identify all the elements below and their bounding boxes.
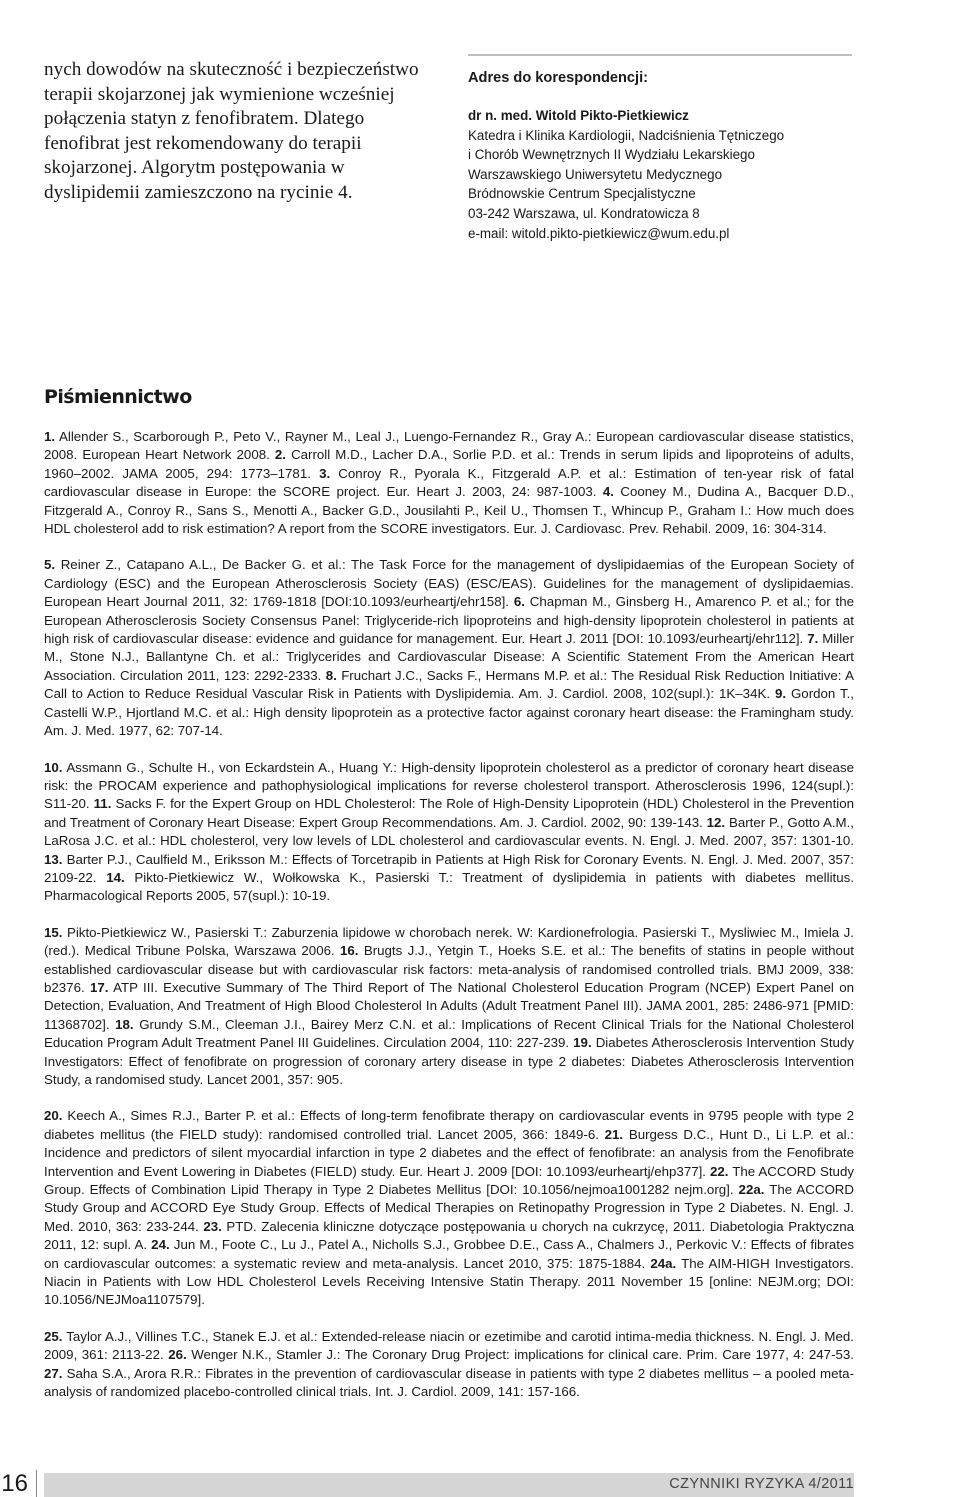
reference-text: Saha S.A., Arora R.R.: Fibrates in the prevention of cardiovascular disease in patients with type 2 diabetes mellitus – a pooled meta-analysis of randomized placebo-controlled clinical trials. Int. J. Cardiol. 2009, 141: 157-166.: [44, 1365, 854, 1400]
reference-text: Pikto-Pietkiewicz W., Wołkowska K., Pasierski T.: Treatment of dyslipidemia in patients with diabetes mellitus. Pharmacological Reports 2005, 57(supl.): 10-19.: [44, 869, 854, 904]
reference-number: 22a.: [738, 1182, 765, 1198]
reference-text: Burgess D.C., Hunt D., Li L.P. et al.: Incidence and predictors of silent myocardial infarction in type 2 diabetes and the effect of fenofibrate: an analysis from the Fenofibrate Intervention and Event Lowering in Diabetes (FIELD) study. Eur. Heart J. 2009 [DOI: 10.1093/eurheartj/ehp377].: [44, 1126, 854, 1179]
reference-text: Pikto-Pietkiewicz W., Pasierski T.: Zaburzenia lipidowe w chorobach nerek. W: Kardionefrologia. Pasierski T., Mysliwiec M., Imiela J. (red.). Medical Tribune Polska, Warszawa 2006.: [44, 924, 854, 959]
reference-text: The ACCORD Study Group and ACCORD Eye Study Group. Effects of Medical Therapies on Retinopathy Progression in Type 2 Diabetes. N. Engl. J. Med. 2010, 363: 233-244.: [44, 1182, 854, 1234]
reference-entry: [44, 870, 854, 903]
reference-number: 3.: [319, 465, 331, 481]
reference-entry: [168, 1347, 854, 1362]
reference-text: Chapman M., Ginsberg H., Amarenco P. et al.; for the European Atherosclerosis Society Consensus Panel: Triglyceride-rich lipoproteins and high-density lipoprotein cholesterol in patients at high risk of cardiovascular disease: evidence and guidance for management. Eur. Heart J. 2011 [DOI: 10.1093/eurheartj/ehr112].: [44, 594, 855, 647]
reference-text: Jun M., Foote C., Lu J., Patel A., Nicholls S.J., Grobbee D.E., Cass A., Chalmers J., Perkovic V.: Effects of fibrates on cardiovascular outcomes: a systematic review and meta-analysis. Lancet 2010, 375: 1875-1884.: [44, 1237, 854, 1271]
reference-paragraph: [44, 428, 854, 538]
reference-number: 22.: [709, 1163, 729, 1179]
reference-number: 19.: [573, 1035, 592, 1051]
reference-entry: [44, 1366, 854, 1399]
reference-text: PTD. Zalecenia kliniczne dotyczące postępowania u chorych na cukrzycę, 2011. Diabetologia Praktyczna 2011, 12: supl. A.: [44, 1218, 855, 1253]
address-line: Warszawskiego Uniwersytetu Medycznego: [468, 166, 723, 182]
reference-text: Fruchart J.C., Sacks F., Hermans M.P. et al.: The Residual Risk Reduction Initiative: A Call to Action to Reduce Residual Vascular Risk in Patients with Dyslipidemia. Am. J. Cardiol. 2008, 102(supl.): 1K–34K.: [44, 667, 854, 702]
reference-paragraph: [44, 1107, 854, 1309]
reference-text: ATP III. Executive Summary of The Third Report of The National Cholesterol Education Program (NCEP) Expert Panel on Detection, Evaluation, And Treatment of High Blood Cholesterol In Adults (Adult Treatment Panel III). JAMA 2001, 285: 2486-971 [PMID: 11368702].: [44, 979, 854, 1032]
correspondence-address: [468, 106, 852, 243]
reference-text: Gordon T., Castelli W.P., Hjortland M.C. et al.: High density lipoprotein as a protective factor against coronary heart disease: the Framingham study. Am. J. Med. 1977, 62: 707-14.: [44, 686, 854, 739]
reference-text: Conroy R., Pyorala K., Fitzgerald A.P. et al.: Estimation of ten-year risk of fatal cardiovascular disease in Europe: the SCORE project. Eur. Heart J. 2003, 24: 987-1003.: [44, 465, 854, 500]
reference-number: 11.: [93, 796, 112, 812]
reference-number: 27.: [44, 1365, 63, 1381]
reference-number: 24.: [151, 1237, 170, 1253]
reference-text: Brugts J.J., Yetgin T., Hoeks S.E. et al.: The benefits of statins in people without established cardiovascular disease but with cardiovascular risk factors: meta-analysis of randomised controlled trials. BMJ 2009, 338: b2376.: [44, 943, 854, 995]
reference-text: Barter P., Gotto A.M., LaRosa J.C. et al.: HDL cholesterol, very low levels of LDL cholesterol and cardiovascular events. N. Engl. J. Med. 2007, 357: 1301-10.: [44, 814, 854, 849]
correspondence-heading: Adres do korespondencji:: [468, 70, 649, 86]
reference-text: Taylor A.J., Villines T.C., Stanek E.J. et al.: Extended-release niacin or ezetimibe and carotid intima-media thickness. N. Engl. J. Med. 2009, 361: 2113-22.: [44, 1328, 854, 1363]
reference-text: Keech A., Simes R.J., Barter P. et al.: Effects of long-term fenofibrate therapy on cardiovascular events in 9795 people with type 2 diabetes mellitus (the FIELD study): randomised controlled trial. Lancet 2005, 366: 1849-6.: [44, 1108, 854, 1142]
reference-text: Sacks F. for the Expert Group on HDL Cholesterol: The Role of High-Density Lipoprotein (HDL) Cholesterol in the Prevention and Treatment of Coronary Heart Disease: Expert Group Recommendations. Am. J. Cardiol. 2002, 90: 139-143.: [44, 796, 855, 830]
reference-text: Barter P.J., Caulfield M., Eriksson M.: Effects of Torcetrapib in Patients at High Risk for Coronary Events. N. Engl. J. Med. 2007, 357: 2109-22.: [44, 851, 855, 885]
reference-text: Wenger N.K., Stamler J.: The Coronary Drug Project: implications for clinical care. Prim. Care 1977, 4: 247-53.: [191, 1347, 854, 1363]
address-line: Katedra i Klinika Kardiologii, Nadciśnienia Tętniczego: [468, 127, 785, 143]
reference-paragraph: [44, 1328, 854, 1402]
reference-text: Cooney M., Dudina A., Bacquer D.D., Fitzgerald A., Conroy R., Sans S., Menotti A., Backer G.D., Jousilahti P., Keil U., Thomsen T., Whincup P., Graham I.: How much does HDL cholesterol add to risk estimation? A report from the SCORE investigators. Eur. J. Cardiovasc. Prev. Rehabil. 2009, 16: 304-314.: [44, 484, 854, 537]
reference-number: 2.: [274, 447, 286, 463]
references-list: [44, 428, 854, 1420]
reference-text: The ACCORD Study Group. Effects of Combination Lipid Therapy in Type 2 Diabetes Mellitus [DOI: 10.1056/nejmoa1001282 nejm.org].: [44, 1163, 854, 1198]
reference-text: Carroll M.D., Lacher D.A., Sorlie P.D. et al.: Trends in serum lipids and lipoproteins of adults, 1960–2002. JAMA 2005, 294: 1773–1781.: [44, 447, 854, 481]
correspondence-box: [468, 54, 852, 243]
reference-number: 9.: [774, 686, 787, 702]
author-name: dr n. med. Witold Pikto-Pietkiewicz: [468, 108, 689, 123]
reference-text: Miller M., Stone N.J., Ballantyne Ch. et al.: Triglycerides and Cardiovascular Disease: A Scientific Statement From the American Heart Association. Circulation 2011, 123: 2292-2333.: [44, 631, 854, 683]
reference-number: 23.: [203, 1218, 222, 1234]
reference-paragraph: [44, 556, 854, 740]
page-number: 16: [1, 1470, 28, 1497]
reference-text: Diabetes Atherosclerosis Intervention Study Investigators: Effect of fenofibrate on progression of coronary artery disease in type 2 diabetes: Diabetes Atherosclerosis Intervention Study, a randomised study. Lancet 2001, 357: 905.: [44, 1035, 854, 1087]
reference-number: 6.: [513, 594, 525, 610]
address-line: Bródnowskie Centrum Specjalistyczne: [468, 186, 696, 202]
reference-number: 17.: [89, 979, 109, 995]
reference-number: 21.: [604, 1126, 624, 1142]
reference-text: Allender S., Scarborough P., Peto V., Rayner M., Leal J., Luengo-Fernandez R., Gray A.: European cardiovascular disease statistics, 2008. European Heart Network 2008.: [44, 429, 854, 463]
reference-number: 24a.: [650, 1255, 677, 1271]
references-heading: Piśmiennictwo: [44, 386, 192, 408]
page-divider: [36, 1470, 37, 1497]
reference-number: 13.: [44, 851, 63, 867]
reference-number: 7.: [807, 631, 819, 647]
reference-number: 5.: [44, 557, 56, 573]
email-line: e-mail: witold.pikto-pietkiewicz@wum.edu.pl: [468, 225, 730, 241]
reference-number: 1.: [44, 429, 56, 444]
journal-name: CZYNNIKI RYZYKA 4/2011: [669, 1476, 854, 1492]
reference-number: 10.: [44, 759, 63, 775]
address-line: i Chorób Wewnętrznych II Wydziału Lekarskiego: [468, 147, 755, 163]
reference-number: 16.: [340, 943, 359, 959]
reference-paragraph: [44, 759, 854, 906]
reference-number: 12.: [706, 814, 726, 830]
reference-number: 15.: [44, 924, 63, 940]
reference-text: Assmann G., Schulte H., von Eckardstein A., Huang Y.: High-density lipoprotein cholesterol as a predictor of coronary heart disease risk: the PROCAM experience and pathophysiological implications for reverse cholesterol transport. Atherosclerosis 1996, 124(supl.): S11-20.: [44, 759, 854, 812]
intro-text: nych dowodów na skuteczność i bezpieczeństwo terapii skojarzonej jak wymienione wcześniej połączenia statyn z fenofibratem. Dlatego fenofibrat jest rekomendowany do terapii skojarzonej. Algorytm postępowania w dyslipidemii zamieszczono na rycinie 4.: [44, 59, 419, 203]
reference-text: Reiner Z., Catapano A.L., De Backer G. et al.: The Task Force for the management of dyslipidaemias of the European Society of Cardiology (ESC) and the European Atherosclerosis Society (EAS) (ESC/EAS). Guidelines for the management of dyslipidaemias. European Heart Journal 2011, 32: 1769-1818 [DOI:10.1093/eurheartj/ehr158].: [44, 557, 854, 610]
reference-number: 20.: [44, 1108, 63, 1124]
reference-number: 26.: [168, 1347, 187, 1363]
reference-number: 25.: [44, 1328, 63, 1344]
address-line: 03-242 Warszawa, ul. Kondratowicza 8: [468, 205, 700, 221]
reference-number: 18.: [115, 1016, 134, 1032]
reference-number: 8.: [325, 667, 337, 683]
reference-text: The AIM-HIGH Investigators. Niacin in Patients with Low HDL Cholesterol Levels Receiving Intensive Statin Therapy. 2011 November 15 [online: NEJM.org; DOI: 10.1056/NEJMoa1107579].: [44, 1255, 854, 1308]
reference-paragraph: [44, 924, 854, 1090]
reference-number: 4.: [602, 484, 614, 500]
reference-number: 14.: [106, 869, 125, 885]
reference-text: Grundy S.M., Cleeman J.I., Bairey Merz C.N. et al.: Implications of Recent Clinical Trials for the National Cholesterol Education Program Adult Treatment Panel III Guidelines. Circulation 2004, 110: 227-239.: [44, 1016, 854, 1051]
